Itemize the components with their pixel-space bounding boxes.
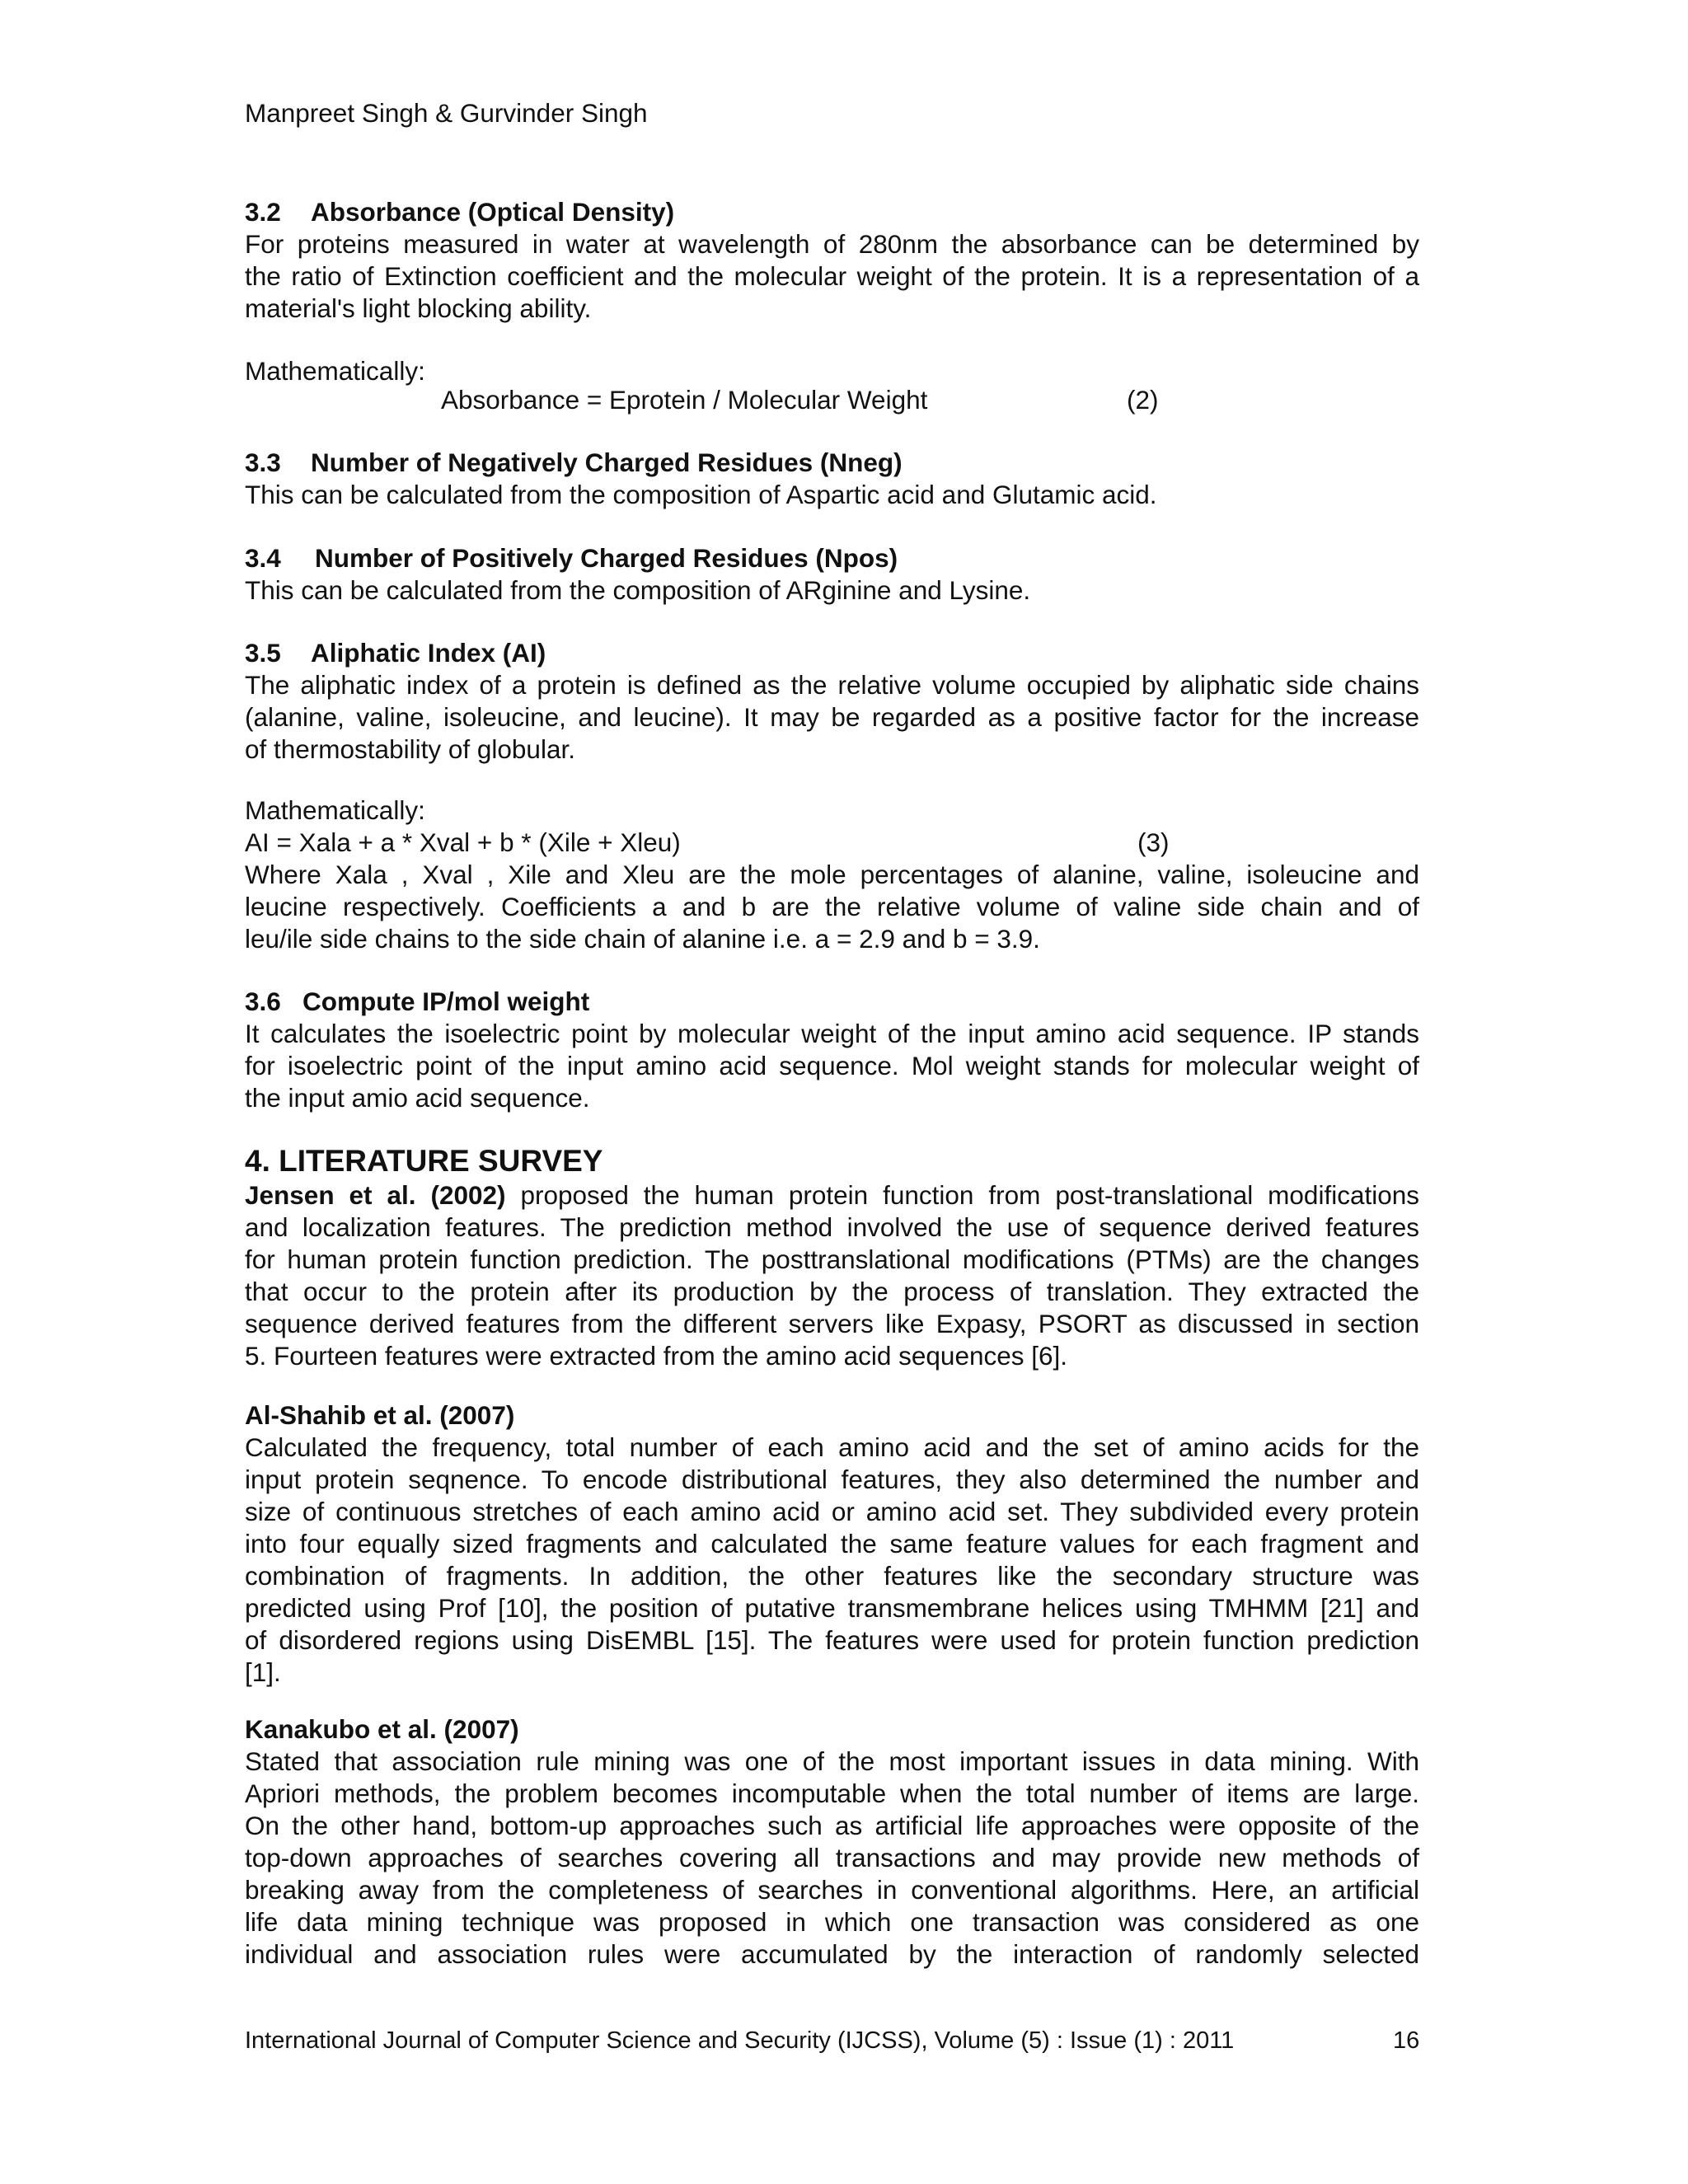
section-title: Aliphatic Index (AI) — [311, 638, 546, 668]
paragraph-line: of disordered regions using DisEMBL [15]. The features were used for protein function prediction — [245, 1625, 1419, 1655]
section-heading — [245, 637, 1419, 669]
paragraph-line: 5. Fourteen features were extracted from the amino acid sequences [6]. — [245, 1341, 1068, 1371]
paragraph-line: It calculates the isoelectric point by molecular weight of the input amino acid sequence. IP stands — [245, 1019, 1419, 1048]
paragraph-line: top-down approaches of searches covering all transactions and may provide new methods of — [245, 1843, 1419, 1872]
paragraph-line: material's light blocking ability. — [245, 293, 592, 323]
paragraph-line: input protein seqnence. To encode distributional features, they also determined the number and — [245, 1465, 1419, 1494]
paragraph-line: [1]. — [245, 1657, 281, 1687]
paragraph-line: for human protein function prediction. The posttranslational modifications (PTMs) are the changes — [245, 1244, 1419, 1274]
section-number: 3.5 — [245, 638, 281, 668]
paragraph-line: into four equally sized fragments and calculated the same feature values for each fragment and — [245, 1529, 1419, 1558]
equation-absorbance: Absorbance = Eprotein / Molecular Weight — [441, 385, 928, 415]
equation-number: (2) — [1127, 385, 1159, 415]
al-shahib-paragraph — [245, 1399, 1419, 1689]
paragraph-line: This can be calculated from the composition of Aspartic acid and Glutamic acid. — [245, 480, 1157, 509]
footer-page-number: 16 — [1393, 2027, 1420, 2054]
section-3-5 — [245, 637, 1419, 766]
paragraph-line: Stated that association rule mining was one of the most important issues in data mining. With — [245, 1746, 1419, 1776]
paragraph-line: On the other hand, bottom-up approaches such as artificial life approaches were opposite of the — [245, 1811, 1419, 1840]
section-title: Absorbance (Optical Density) — [311, 197, 675, 227]
paragraph-line: Calculated the frequency, total number of each amino acid and the set of amino acids for the — [245, 1432, 1419, 1462]
math-label — [245, 355, 1419, 387]
section-number: 3.2 — [245, 197, 281, 227]
citation-author: Jensen et al. (2002) — [245, 1180, 506, 1210]
section-3-6 — [245, 986, 1419, 1114]
section-4-heading: 4. LITERATURE SURVEY — [245, 1144, 603, 1178]
paragraph-line: sequence derived features from the different servers like Expasy, PSORT as discussed in section — [245, 1309, 1419, 1338]
equation-number: (3) — [1137, 827, 1170, 857]
section-4 — [245, 1143, 1419, 1372]
paragraph-line: leu/ile side chains to the side chain of alanine i.e. a = 2.9 and b = 3.9. — [245, 924, 1040, 954]
section-heading — [245, 986, 1419, 1018]
paragraph-line: individual and association rules were accumulated by the interaction of randomly selected — [245, 1939, 1419, 1969]
equation-aliphatic-index: AI = Xala + a * Xval + b * (Xile + Xleu) — [245, 827, 681, 857]
section-3-2 — [245, 196, 1419, 325]
paragraph-text: proposed the human protein function from post-translational modifications — [505, 1180, 1420, 1210]
where-paragraph — [245, 859, 1419, 955]
citation-heading: Kanakubo et al. (2007) — [245, 1714, 519, 1744]
section-number: 3.4 — [245, 543, 281, 573]
section-title: Number of Negatively Charged Residues (Nneg) — [311, 448, 903, 477]
footer-journal: International Journal of Computer Science and Security (IJCSS), Volume (5) : Issue (1) : 2011 — [245, 2027, 1235, 2054]
paragraph-line: (alanine, valine, isoleucine, and leucine). It may be regarded as a positive factor for the increase — [245, 702, 1419, 732]
running-head: Manpreet Singh & Gurvinder Singh — [245, 98, 648, 128]
section-heading — [245, 196, 1419, 228]
paragraph-line: This can be calculated from the composition of ARginine and Lysine. — [245, 575, 1031, 605]
paragraph-line: the ratio of Extinction coefficient and the molecular weight of the protein. It is a representation of a — [245, 261, 1419, 291]
paragraph-line: life data mining technique was proposed in which one transaction was considered as one — [245, 1907, 1419, 1937]
section-heading — [245, 542, 1419, 574]
section-heading — [245, 447, 1419, 479]
paragraph-line: breaking away from the completeness of searches in conventional algorithms. Here, an artificial — [245, 1875, 1419, 1905]
citation-heading: Al-Shahib et al. (2007) — [245, 1400, 515, 1430]
paragraph-line: of thermostability of globular. — [245, 734, 575, 764]
paragraph-line: Where Xala , Xval , Xile and Xleu are the mole percentages of alanine, valine, isoleucine and — [245, 860, 1419, 889]
section-3-4 — [245, 542, 1419, 607]
math-label-3-5 — [245, 794, 1419, 827]
paragraph-line: Apriori methods, the problem becomes incomputable when the total number of items are large. — [245, 1779, 1419, 1808]
paragraph-line: leucine respectively. Coefficients a and b are the relative volume of valine side chain and of — [245, 892, 1419, 921]
section-title: Number of Positively Charged Residues (Npos) — [315, 543, 898, 573]
paragraph-line: The aliphatic index of a protein is defined as the relative volume occupied by aliphatic side chains — [245, 670, 1419, 700]
paragraph-line: For proteins measured in water at wavelength of 280nm the absorbance can be determined by — [245, 229, 1419, 259]
paragraph-line: the input amio acid sequence. — [245, 1083, 590, 1113]
paragraph-line: for isoelectric point of the input amino acid sequence. Mol weight stands for molecular weight of — [245, 1051, 1419, 1080]
math-label-text: Mathematically: — [245, 356, 425, 386]
section-3-3 — [245, 447, 1419, 511]
paragraph-line: size of continuous stretches of each amino acid or amino acid set. They subdivided every protein — [245, 1497, 1419, 1526]
paragraph-line: and localization features. The prediction method involved the use of sequence derived features — [245, 1212, 1419, 1242]
paragraph-line — [245, 1179, 1419, 1212]
paragraph-line: combination of fragments. In addition, the other features like the secondary structure was — [245, 1561, 1419, 1591]
paragraph-line: predicted using Prof [10], the position of putative transmembrane helices using TMHMM [21] and — [245, 1593, 1419, 1623]
paragraph-line: that occur to the protein after its production by the process of translation. They extracted the — [245, 1277, 1419, 1306]
section-number: 3.6 — [245, 987, 281, 1016]
kanakubo-paragraph — [245, 1713, 1419, 1971]
math-label-text: Mathematically: — [245, 795, 425, 825]
section-number: 3.3 — [245, 448, 281, 477]
section-title: Compute IP/mol weight — [302, 987, 590, 1016]
